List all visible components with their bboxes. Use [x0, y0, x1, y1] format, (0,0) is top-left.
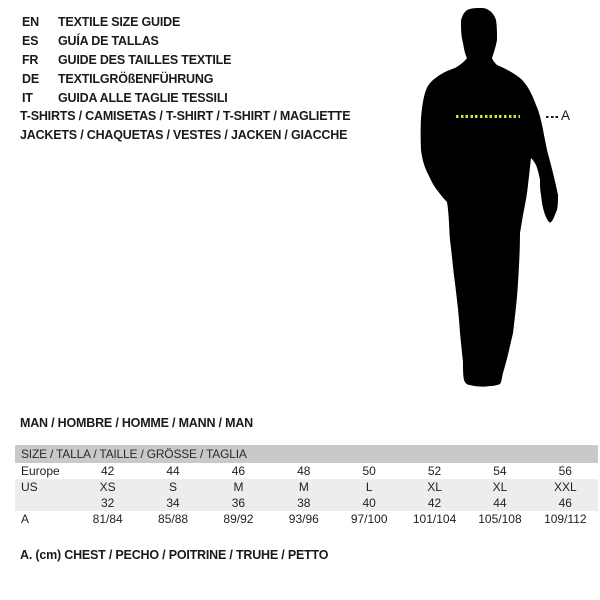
size-cell: 54 — [493, 464, 507, 478]
language-code: EN — [22, 15, 39, 29]
size-cell: 101/104 — [412, 512, 457, 526]
table-row-uk — [15, 495, 598, 511]
table-row-chest — [15, 511, 598, 527]
chest-measure-dashed-line — [456, 115, 520, 118]
size-cell: 46 — [558, 496, 572, 510]
size-cell: 44 — [493, 496, 507, 510]
size-cell: 38 — [297, 496, 311, 510]
size-cell: XL — [427, 480, 442, 494]
size-cell: 52 — [427, 464, 442, 478]
category-tshirts: T-SHIRTS / CAMISETAS / T-SHIRT / T-SHIRT / MAGLIETTE — [20, 109, 351, 123]
section-title-man: MAN / HOMBRE / HOMME / MANN / MAN — [20, 416, 253, 430]
row-label — [15, 495, 75, 511]
size-cell: 40 — [362, 496, 376, 510]
language-row — [22, 89, 231, 108]
language-label: GUÍA DE TALLAS — [58, 34, 159, 48]
language-code: FR — [22, 53, 39, 67]
language-list — [22, 13, 231, 108]
size-cell: 89/92 — [223, 512, 254, 526]
measure-label-a: A — [561, 108, 571, 123]
size-cell: 48 — [297, 464, 311, 478]
size-cell: 32 — [101, 496, 115, 510]
measurement-footnote: A. (cm) CHEST / PECHO / POITRINE / TRUHE / PETTO — [20, 548, 329, 562]
language-label: GUIDE DES TAILLES TEXTILE — [58, 53, 232, 67]
size-cell: 81/84 — [92, 512, 123, 526]
category-jackets: JACKETS / CHAQUETAS / VESTES / JACKEN / GIACCHE — [20, 128, 348, 142]
size-cell: M — [298, 480, 309, 494]
language-row — [22, 51, 231, 70]
size-cell: 105/108 — [478, 512, 522, 526]
size-cell: XXL — [553, 480, 577, 494]
measure-callout-dashes — [546, 116, 559, 118]
language-code: DE — [22, 72, 39, 86]
language-row — [22, 32, 231, 51]
size-cell: XS — [99, 480, 116, 494]
size-cell: 34 — [166, 496, 180, 510]
language-row — [22, 70, 231, 89]
size-cell: 97/100 — [350, 512, 388, 526]
size-cell: 44 — [166, 464, 180, 478]
size-cell: 50 — [362, 464, 376, 478]
size-table — [15, 445, 598, 527]
size-cell: 46 — [231, 464, 246, 478]
size-table-header: SIZE / TALLA / TAILLE / GRÖSSE / TAGLIA — [15, 445, 598, 463]
language-code: ES — [22, 34, 39, 48]
garment-categories — [20, 107, 350, 145]
size-cell: M — [233, 480, 244, 494]
language-label: TEXTILE SIZE GUIDE — [58, 15, 181, 29]
size-cell: 36 — [231, 496, 246, 510]
table-row-us — [15, 479, 598, 495]
language-row — [22, 13, 231, 32]
size-cell: 109/112 — [544, 512, 587, 526]
row-label: A — [21, 512, 30, 526]
row-label: US — [21, 480, 38, 494]
man-silhouette-figure — [420, 8, 560, 388]
size-cell: 85/88 — [158, 512, 189, 526]
size-cell: 42 — [427, 496, 442, 510]
size-cell: XL — [492, 480, 508, 494]
size-cell: L — [365, 480, 373, 494]
size-cell: 42 — [101, 464, 115, 478]
language-label: GUIDA ALLE TAGLIE TESSILI — [58, 91, 228, 105]
size-cell: 56 — [558, 464, 572, 478]
table-row-europe — [15, 463, 598, 479]
language-label: TEXTILGRÖßENFÜHRUNG — [58, 72, 214, 86]
man-silhouette-icon — [420, 8, 560, 388]
size-cell: 93/96 — [288, 512, 319, 526]
language-code: IT — [22, 91, 33, 105]
row-label: Europe — [21, 464, 60, 478]
size-cell: S — [169, 480, 178, 494]
